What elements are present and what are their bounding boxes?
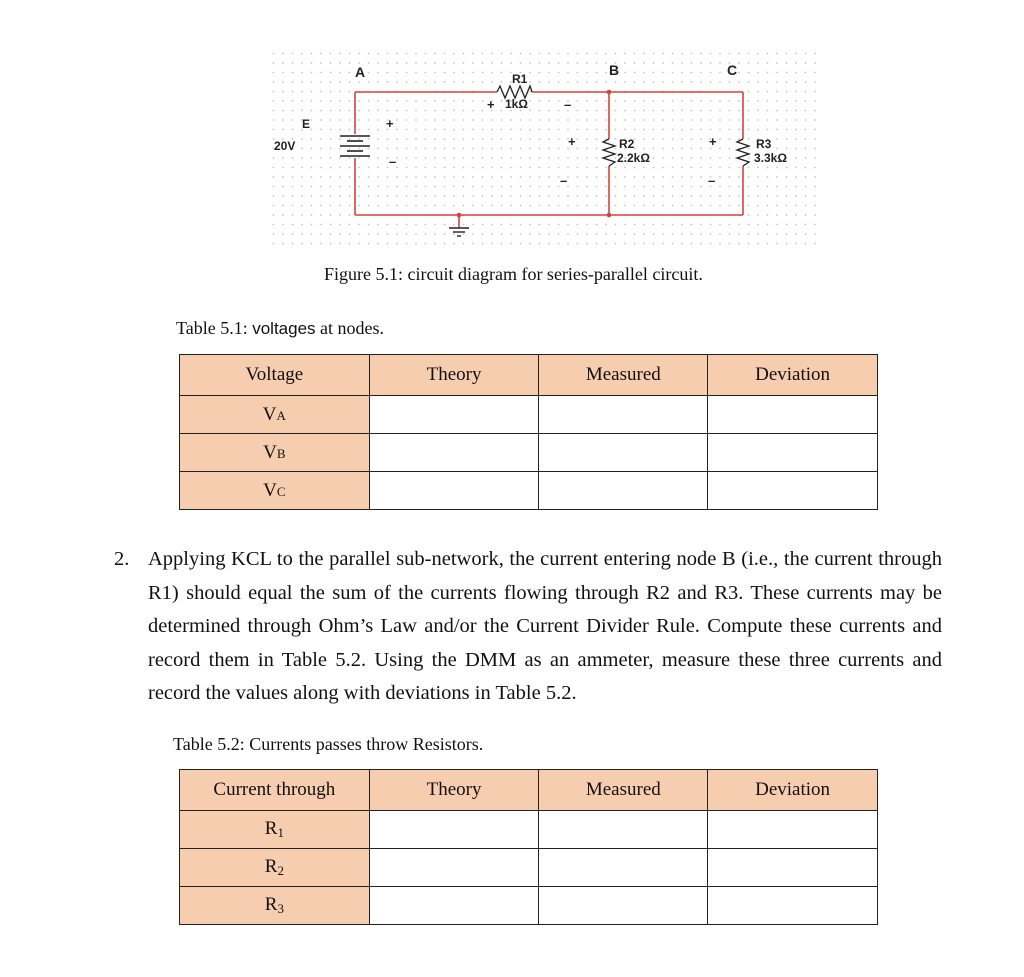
junction-ground [457, 213, 462, 218]
measured-cell[interactable] [539, 811, 708, 849]
table-row [180, 811, 878, 849]
theory-cell[interactable] [369, 811, 539, 849]
r1-name-label: R1 [512, 72, 528, 86]
measured-cell[interactable] [539, 434, 708, 472]
junction-b-bottom [607, 213, 612, 218]
deviation-cell[interactable] [708, 887, 878, 925]
row-label [180, 396, 370, 434]
r2-name-label: R2 [619, 137, 635, 151]
figure-caption: Figure 5.1: circuit diagram for series-parallel circuit. [324, 264, 703, 284]
table1-caption-tail: at nodes. [315, 318, 385, 338]
r1-plus-sign: + [487, 97, 495, 112]
table-row [180, 396, 878, 434]
column-header: Measured [539, 770, 708, 811]
column-header: Measured [539, 355, 708, 396]
row-label-subscript: B [276, 445, 286, 461]
r1-value-label: 1kΩ [505, 97, 528, 111]
row-label [180, 811, 370, 849]
deviation-cell[interactable] [708, 472, 878, 510]
deviation-cell[interactable] [708, 849, 878, 887]
theory-cell[interactable] [369, 396, 539, 434]
deviation-cell[interactable] [708, 811, 878, 849]
theory-cell[interactable] [369, 849, 539, 887]
battery-plus-sign: + [386, 116, 394, 131]
column-header: Deviation [708, 355, 878, 396]
row-label-base: R [264, 818, 278, 839]
row-label-base: V [263, 479, 277, 501]
r2-value-label: 2.2kΩ [617, 151, 650, 165]
table1-caption-highlight: voltages [252, 319, 316, 338]
row-label-subscript: 1 [277, 825, 284, 840]
row-label-subscript: 2 [277, 863, 284, 878]
table-row [180, 849, 878, 887]
voltage-table [179, 354, 878, 510]
row-label-base: V [262, 403, 277, 425]
table1-caption [176, 318, 384, 339]
column-header: Theory [369, 355, 539, 396]
source-name-label: E [302, 117, 311, 131]
measured-cell[interactable] [539, 887, 708, 925]
node-c-label: C [727, 62, 738, 78]
deviation-cell[interactable] [708, 396, 878, 434]
table-header-row [180, 355, 878, 396]
row-label-subscript: C [276, 483, 286, 499]
row-label-subscript: 3 [277, 901, 284, 916]
table-row [180, 472, 878, 510]
theory-cell[interactable] [369, 472, 539, 510]
node-b-label: B [609, 62, 620, 78]
table1-caption-prefix: Table 5.1: [176, 318, 253, 338]
table-header-row [180, 770, 878, 811]
table-row [180, 434, 878, 472]
table-row [180, 887, 878, 925]
r2-plus-sign: + [568, 134, 576, 149]
current-table [179, 769, 878, 925]
theory-cell[interactable] [369, 434, 539, 472]
column-header: Current through [180, 770, 370, 811]
row-label-base: R [264, 894, 278, 915]
r3-value-label: 3.3kΩ [754, 151, 787, 165]
r3-minus-sign: – [708, 173, 716, 188]
column-header: Deviation [708, 770, 878, 811]
row-label-base: R [264, 856, 278, 877]
row-label [180, 472, 370, 510]
r2-minus-sign: – [560, 173, 568, 188]
column-header: Voltage [180, 355, 370, 396]
paragraph-text: Applying KCL to the parallel sub-network, the current entering node B (i.e., the current through R1) should equal the sum of the currents flowing through R2 and R3. These currents may be determined through Ohm’s Law and/or the Current Divider Rule. Compute these currents and record them in Table 5.2. Using the DMM as an ammeter, measure these three currents and record the values along with deviations in Table 5.2. [148, 548, 942, 704]
measured-cell[interactable] [539, 472, 708, 510]
table2-caption: Table 5.2: Currents passes throw Resistors. [173, 734, 484, 754]
source-value-label: 20V [274, 139, 296, 153]
row-label [180, 849, 370, 887]
circuit-diagram [272, 52, 822, 252]
measured-cell[interactable] [539, 849, 708, 887]
theory-cell[interactable] [369, 887, 539, 925]
measured-cell[interactable] [539, 396, 708, 434]
row-label [180, 434, 370, 472]
node-a-label: A [355, 64, 366, 80]
list-number: 2. [114, 548, 130, 570]
row-label-base: V [263, 441, 277, 463]
r3-name-label: R3 [756, 137, 772, 151]
row-label [180, 887, 370, 925]
row-label-subscript: A [276, 407, 286, 423]
r1-minus-sign: – [564, 97, 572, 112]
r3-plus-sign: + [709, 134, 717, 149]
battery-minus-sign: – [389, 154, 397, 169]
deviation-cell[interactable] [708, 434, 878, 472]
column-header: Theory [369, 770, 539, 811]
junction-b-top [607, 90, 612, 95]
